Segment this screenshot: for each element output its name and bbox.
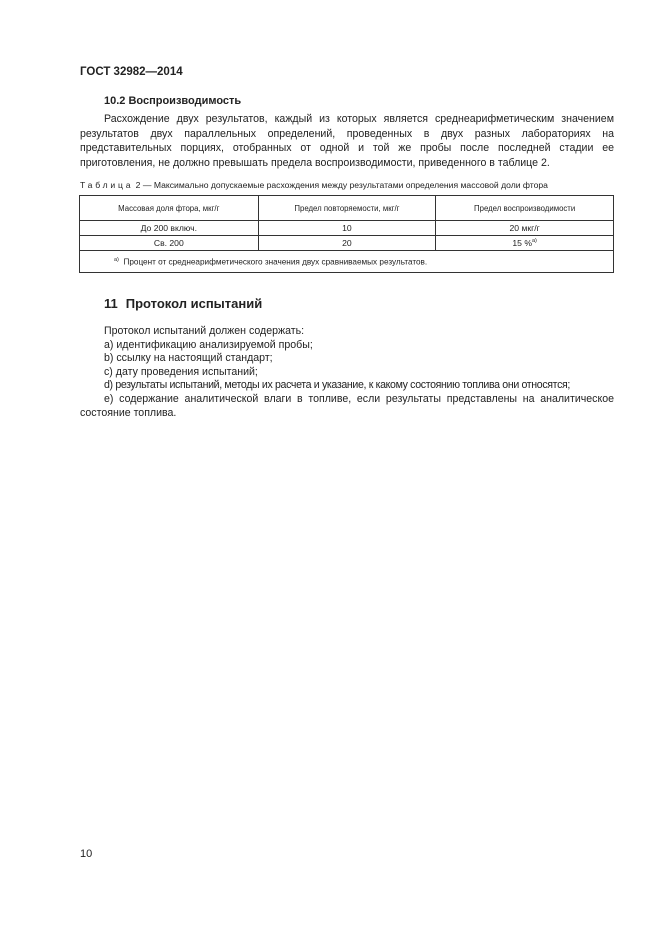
section-title-text: Протокол испытаний [125,296,263,311]
table-cell: Св. 200 [80,236,259,251]
table-caption [80,180,620,190]
section-10-2-paragraph [80,112,614,170]
cell-value: 15 % [512,238,532,248]
footnote-ref: а) [531,238,537,245]
section-11-content [80,325,614,420]
table-cell: 20 мкг/г [436,221,614,236]
section-11-title [104,296,262,311]
table-caption-text: 2 — Максимально допускаемые расхождения между результатами определения массовой доли фтора [133,180,548,190]
table-footnote-row [80,251,614,273]
document-header: ГОСТ 32982—2014 [80,66,183,78]
table-cell: До 200 включ. [80,221,259,236]
section-11-intro: Протокол испытаний должен содержать: [104,325,305,337]
reproducibility-table [79,195,614,273]
table-row [80,236,614,251]
list-item: d) результаты испытаний, методы их расчета и указание, к какому состоянию топлива они относятся; [104,379,570,392]
table-header-row [80,196,614,221]
table-row [80,221,614,236]
section-10-2-title: 10.2 Воспроизводимость [104,95,242,107]
table-footnote [80,251,614,273]
list-item: c) дату проведения испытаний; [104,365,258,378]
list-item: e) содержание аналитической влаги в топливе, если результаты представлены на аналитическое состояние топлива. [80,392,614,419]
header-cell: Предел воспроизводимости [436,196,614,221]
footnote-mark: а) [114,256,119,263]
section-number: 11 [104,296,118,311]
table-cell [436,236,614,251]
footnote-text: Процент от среднеарифметического значения двух сравниваемых результатов. [123,257,428,267]
table-cell: 20 [258,236,436,251]
header-cell: Массовая доля фтора, мкг/г [80,196,259,221]
table-caption-label: Таблица [80,180,134,190]
paragraph-text: Расхождение двух результатов, каждый из которых является среднеарифметическим значением результатов двух параллельных определений, проведенных в двух разных лабораториях на представительных порциях, отобранных от одной и той же пробы после последней стадии ее приготовления, не должно превышать предела воспроизводимости, приведенного в таблице 2. [80,113,614,169]
table-cell: 10 [258,221,436,236]
list-item: b) ссылку на настоящий стандарт; [104,352,273,365]
list-item: a) идентификацию анализируемой пробы; [104,338,313,351]
page-number: 10 [80,848,93,860]
header-cell: Предел повторяемости, мкг/г [258,196,436,221]
